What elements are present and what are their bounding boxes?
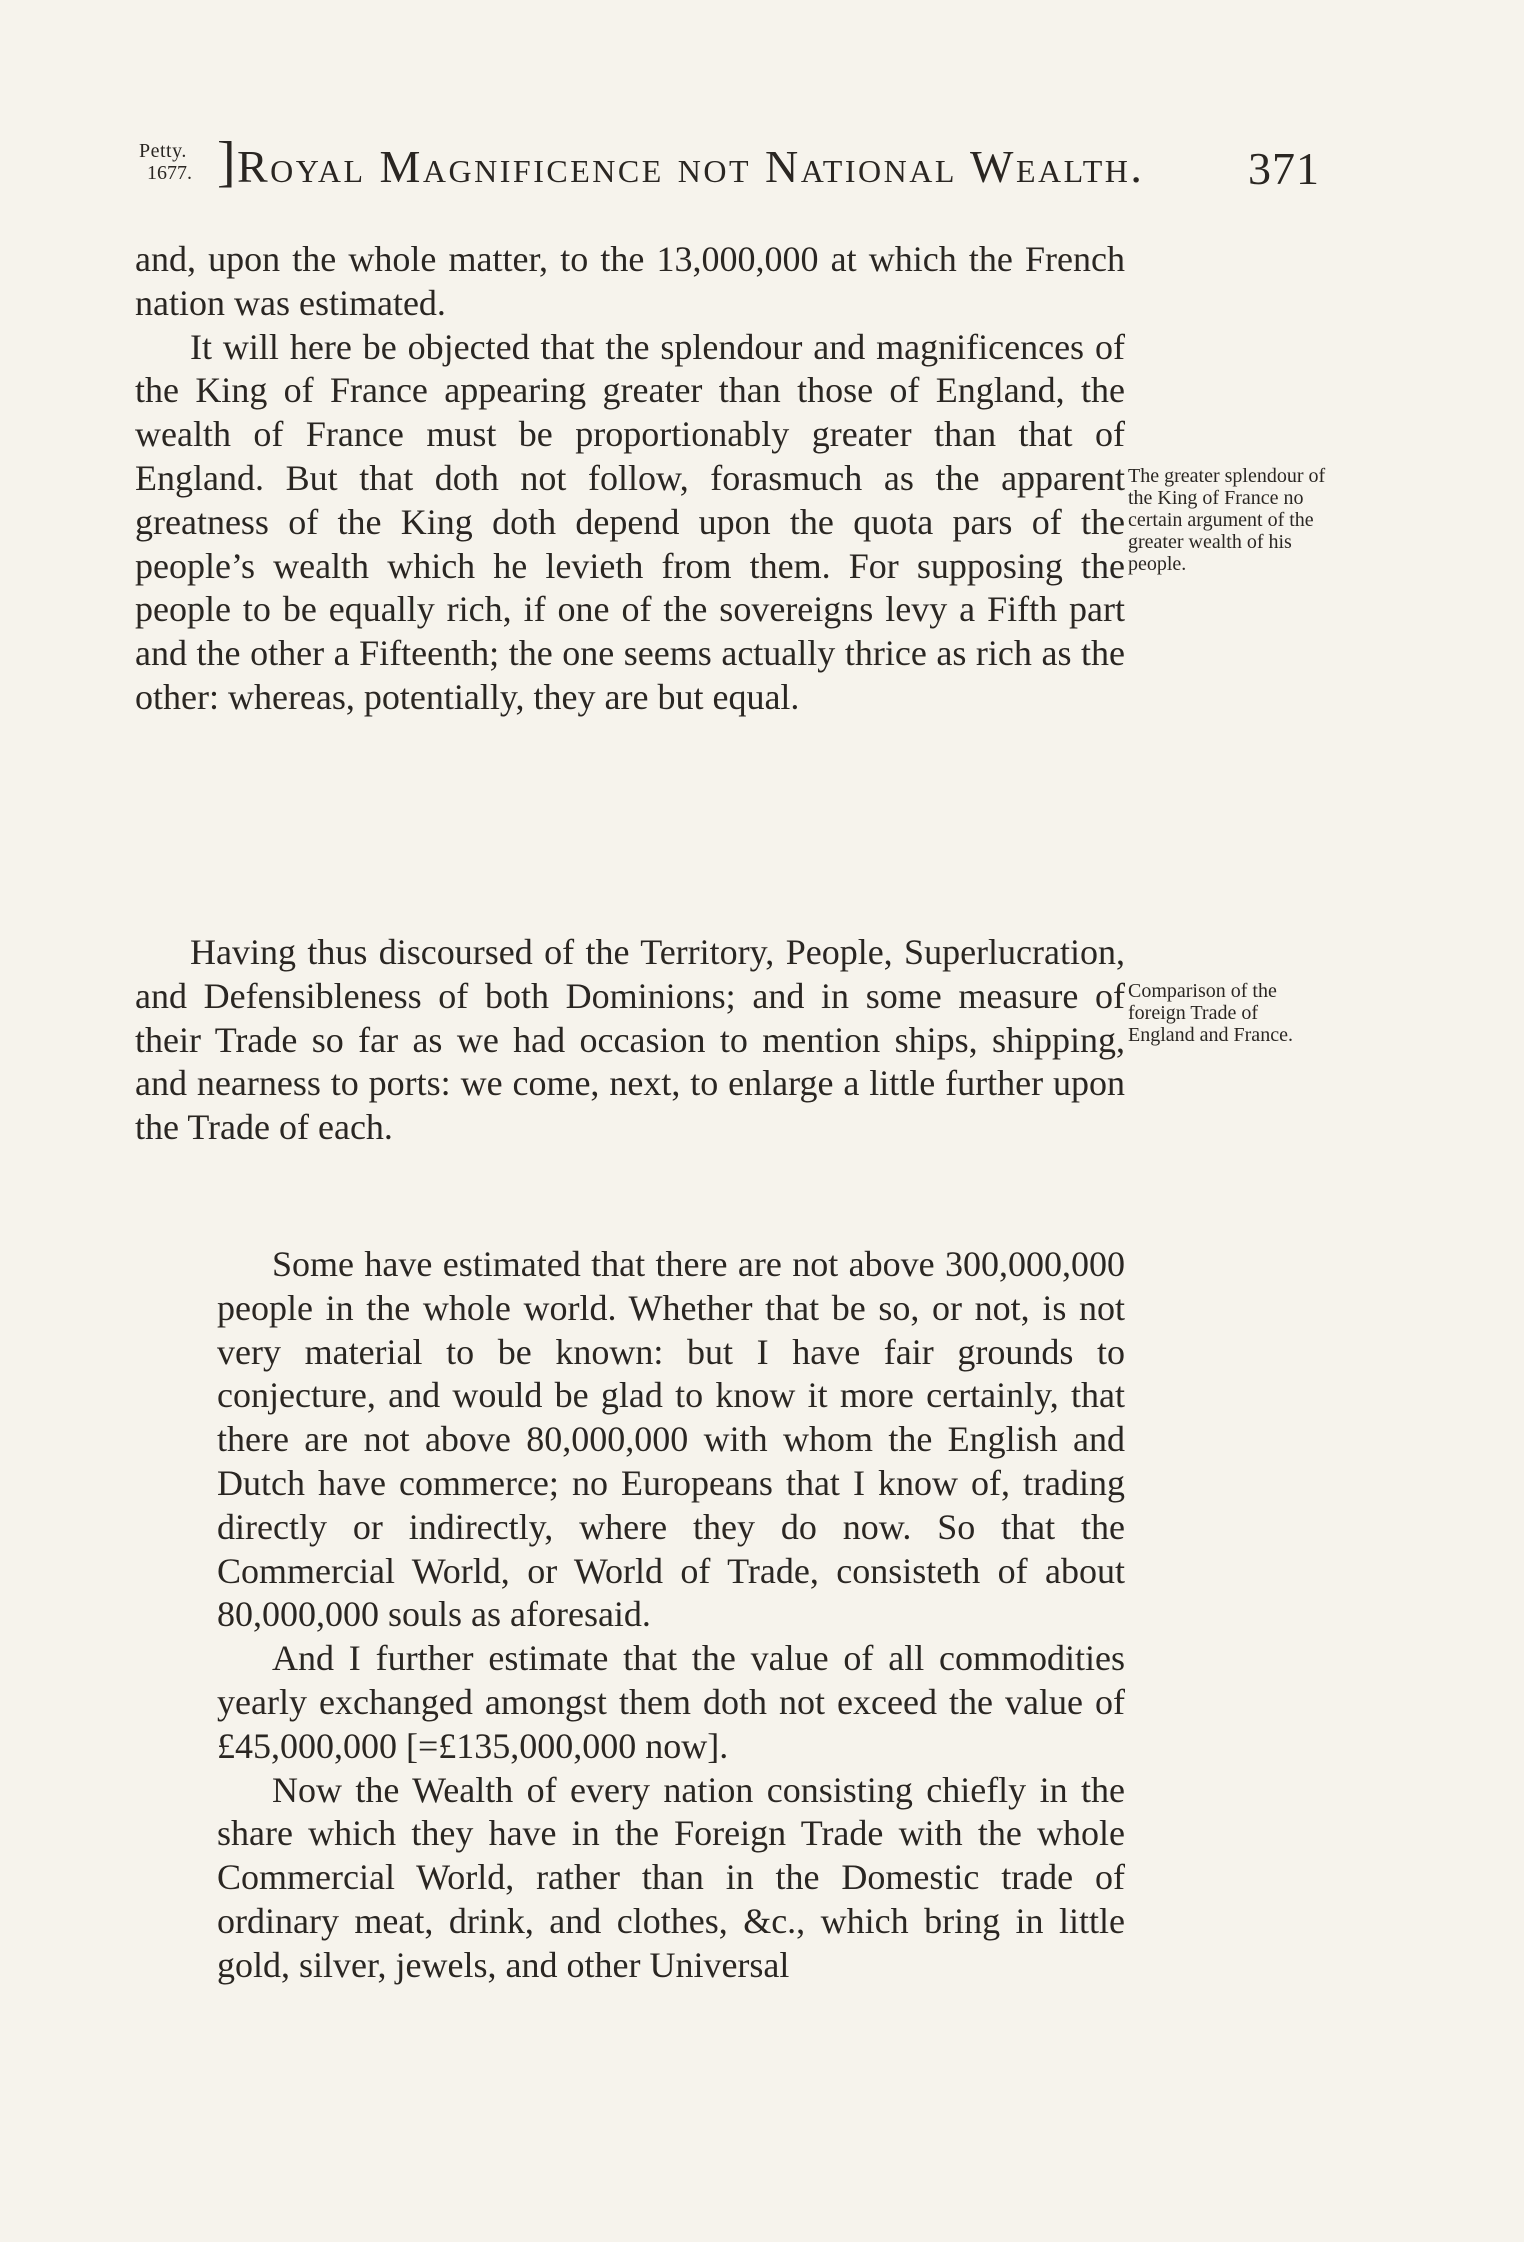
margin-note-trade-comparison: Comparison of the foreign Trade of England and France. xyxy=(1128,980,1293,1046)
paragraph-world-population: Some have estimated that there are not above 300,000,000 people in the whole world. Whether that be so, or not, is not very material to be known: but I have fair grounds to conjecture, and would be glad to know it more certainly, that there are not above 80,000,000 with whom the English and Dutch have commerce; no Europeans that I know of, trading directly or indirectly, where they do now. So that the Commercial World, or World of Trade, consisteth of about 80,000,000 souls as aforesaid. xyxy=(217,1244,1125,1635)
header-title: Royal Magnificence not National Wealth. xyxy=(237,141,1145,192)
paragraph-territory: Having thus discoursed of the Territory, People, Superlucration, and Defensibleness of both Dominions; and in some measure of their Trade so far as we had occasion to mention ships, shipping, and nearness to ports: we come, next, to enlarge a little further upon the Trade of each. xyxy=(135,932,1125,1148)
text-block-2 xyxy=(135,931,1125,1150)
header-year: 1677. xyxy=(147,162,192,184)
paragraph-continuation: and, upon the whole matter, to the 13,000,000 at which the French nation was estimated. xyxy=(135,239,1125,323)
paragraph-commodities-value: And I further estimate that the value of all commodities yearly exchanged amongst them doth not exceed the value of £45,000,000 [=£135,000,000 now]. xyxy=(217,1638,1125,1766)
paragraph-national-wealth: Now the Wealth of every nation consisting chiefly in the share which they have in the Foreign Trade with the whole Commercial World, rather than in the Domestic trade of ordinary meat, drink, and clothes, &c., which bring in little gold, silver, jewels, and other Universal xyxy=(217,1769,1125,1985)
text-block-1 xyxy=(135,238,1125,720)
header-brace: ] xyxy=(217,131,236,193)
running-header xyxy=(135,131,1320,198)
paragraph-objection: It will here be objected that the splendour and magnificences of the King of France appearing greater than those of England, the wealth of France must be proportionably greater than that of England. But that doth not follow, forasmuch as the apparent greatness of the King doth depend upon the quota pars of the people’s wealth which he levieth from them. For supposing the people to be equally rich, if one of the sovereigns levy a Fifth part and the other a Fifteenth; the one seems actually thrice as rich as the other: whereas, potentially, they are but equal. xyxy=(135,326,1125,717)
text-block-3 xyxy=(135,1243,1125,1988)
header-author: Petty. xyxy=(139,140,187,162)
page-number: 371 xyxy=(1248,143,1320,194)
margin-note-splendour: The greater splendour of the King of France no certain argument of the greater wealth of his people. xyxy=(1128,465,1326,575)
